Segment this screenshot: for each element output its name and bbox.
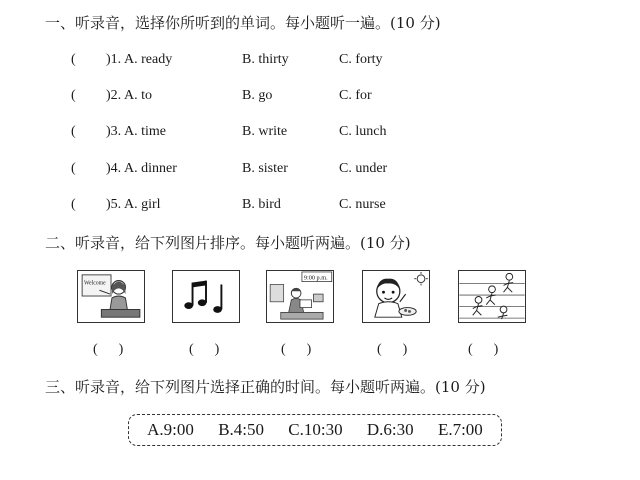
answer-paren[interactable]: ( xyxy=(71,161,76,176)
option-a: A. time xyxy=(124,124,166,139)
order-blank-4[interactable]: ( ) xyxy=(377,342,408,357)
answer-paren[interactable]: ( xyxy=(71,88,76,103)
question-row-5 xyxy=(0,197,640,219)
section1-heading: 一、听录音，选择你所听到的单词。每小题听一遍。(10 分) xyxy=(45,14,441,32)
option-c: C. nurse xyxy=(339,197,386,212)
children-running-icon xyxy=(459,271,525,322)
option-b: B. sister xyxy=(242,161,288,176)
picture-music-notes xyxy=(172,270,240,323)
question-number: )4. xyxy=(106,161,122,176)
order-blank-5[interactable]: ( ) xyxy=(468,342,499,357)
answer-paren[interactable]: ( xyxy=(71,197,76,212)
svg-text:9:00 p.m.: 9:00 p.m. xyxy=(303,274,328,282)
option-a: A. girl xyxy=(124,197,161,212)
order-blank-3[interactable]: ( ) xyxy=(281,342,312,357)
option-c: C. lunch xyxy=(339,124,387,139)
picture-boy-eating xyxy=(362,270,430,323)
answer-paren[interactable]: ( xyxy=(71,124,76,139)
question-row-3 xyxy=(0,124,640,146)
section3-heading: 三、听录音，给下列图片选择正确的时间。每小题听两遍。(10 分) xyxy=(45,378,486,396)
picture-children-running xyxy=(458,270,526,323)
time-option-a: A.9:00 xyxy=(147,420,194,439)
boy-eating-icon xyxy=(363,271,429,322)
option-c: C. under xyxy=(339,161,388,176)
time-options-box xyxy=(128,414,502,446)
question-number: )3. xyxy=(106,124,122,139)
time-option-b: B.4:50 xyxy=(218,420,264,439)
picture-boy-reading xyxy=(266,270,334,323)
question-number: )5. xyxy=(106,197,122,212)
teacher-icon xyxy=(78,271,144,322)
question-row-4 xyxy=(0,161,640,183)
question-row-2 xyxy=(0,88,640,110)
time-option-e: E.7:00 xyxy=(437,420,483,439)
boy-reading-icon xyxy=(267,271,333,322)
option-b: B. bird xyxy=(242,197,281,212)
svg-text:Welcome: Welcome xyxy=(84,280,106,287)
music-notes-icon xyxy=(173,271,239,322)
order-blank-1[interactable]: ( ) xyxy=(93,342,124,357)
question-number: )2. xyxy=(106,88,122,103)
option-c: C. for xyxy=(339,88,372,103)
option-a: A. to xyxy=(124,88,152,103)
option-a: A. dinner xyxy=(124,161,177,176)
time-option-c: C.10:30 xyxy=(288,420,343,439)
option-a: A. ready xyxy=(124,52,173,67)
answer-paren[interactable]: ( xyxy=(71,52,76,67)
order-blank-2[interactable]: ( ) xyxy=(189,342,220,357)
question-row-1 xyxy=(0,52,640,74)
picture-teacher xyxy=(77,270,145,323)
section2-heading: 二、听录音，给下列图片排序。每小题听两遍。(10 分) xyxy=(45,234,411,252)
option-c: C. forty xyxy=(339,52,383,67)
time-option-d: D.6:30 xyxy=(366,420,414,439)
option-b: B. thirty xyxy=(242,52,289,67)
option-b: B. write xyxy=(242,124,288,139)
question-number: )1. xyxy=(106,52,122,67)
option-b: B. go xyxy=(242,88,273,103)
